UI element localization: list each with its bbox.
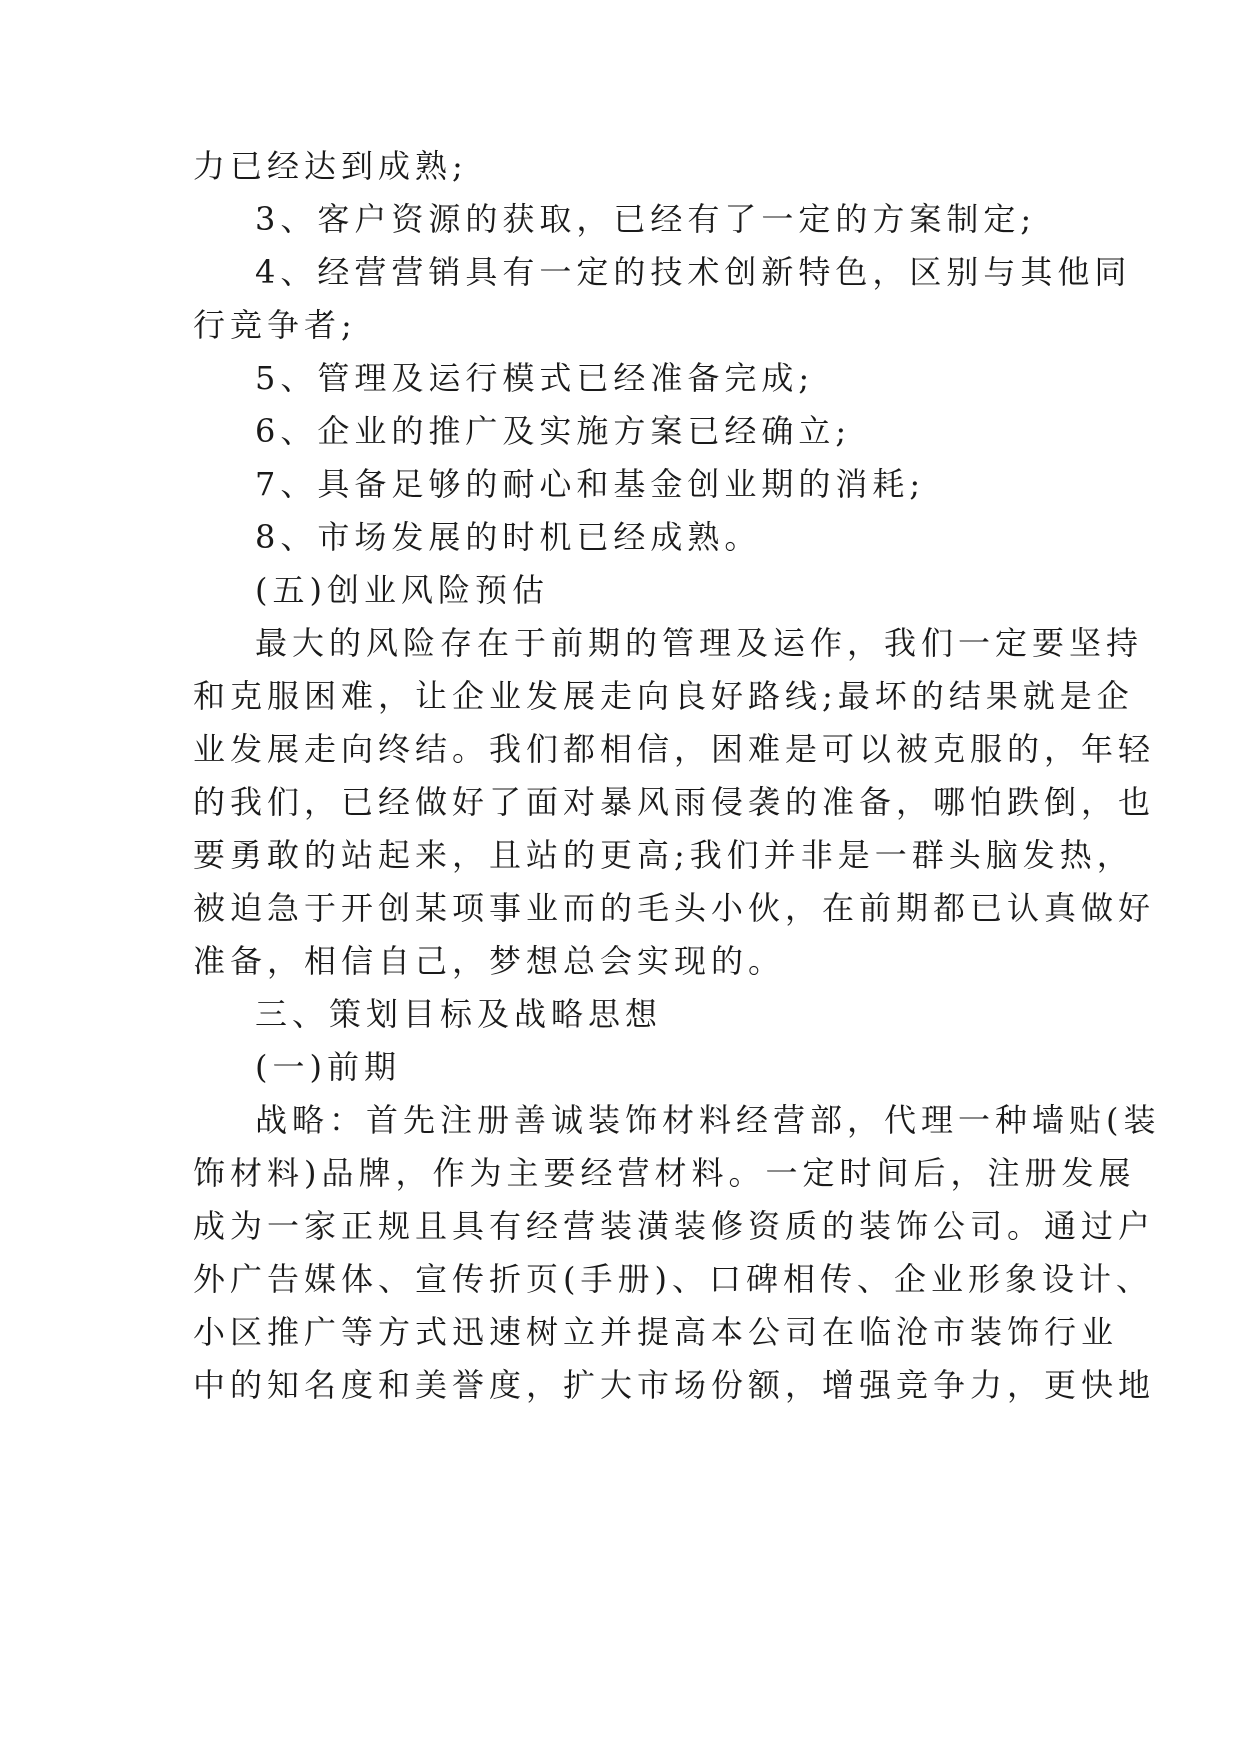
text-line: 要勇敢的站起来，且站的更高;我们并非是一群头脑发热， [193,836,1134,874]
text-line: 成为一家正规且具有经营装潢装修资质的装饰公司。通过户 [193,1207,1156,1245]
text-line: 外广告媒体、宣传折页(手册)、口碑相传、企业形象设计、 [193,1260,1153,1298]
text-line: 中的知名度和美誉度，扩大市场份额，增强竞争力，更快地 [193,1366,1156,1404]
text-line: 行竞争者; [193,306,357,344]
section-heading: (一)前期 [255,1048,401,1086]
text-line: 6、企业的推广及实施方案已经确立; [255,412,852,450]
text-line: 业发展走向终结。我们都相信，困难是可以被克服的，年轻 [193,730,1156,768]
text-line: 的我们，已经做好了面对暴风雨侵袭的准备，哪怕跌倒，也 [193,783,1156,821]
text-line: 8、市场发展的时机已经成熟。 [255,518,762,556]
text-line: 和克服困难，让企业发展走向良好路线;最坏的结果就是企 [193,677,1134,715]
text-line: 3、客户资源的获取，已经有了一定的方案制定; [255,200,1037,238]
text-line: 准备，相信自己，梦想总会实现的。 [193,942,786,980]
text-line: 4、经营营销具有一定的技术创新特色，区别与其他同 [255,253,1132,291]
text-line: 饰材料)品牌，作为主要经营材料。一定时间后，注册发展 [193,1154,1136,1192]
text-line: 7、具备足够的耐心和基金创业期的消耗; [255,465,926,503]
section-heading: 三、策划目标及战略思想 [255,995,663,1033]
section-heading: (五)创业风险预估 [255,571,549,609]
text-line: 力已经达到成熟; [193,147,468,185]
text-line: 小区推广等方式迅速树立并提高本公司在临沧市装饰行业 [193,1313,1119,1351]
text-line: 被迫急于开创某项事业而的毛头小伙，在前期都已认真做好 [193,889,1156,927]
text-line: 最大的风险存在于前期的管理及运作，我们一定要坚持 [255,624,1144,662]
text-line: 5、管理及运行模式已经准备完成; [255,359,815,397]
text-line: 战略：首先注册善诚装饰材料经营部，代理一种墙贴(装 [255,1101,1161,1139]
